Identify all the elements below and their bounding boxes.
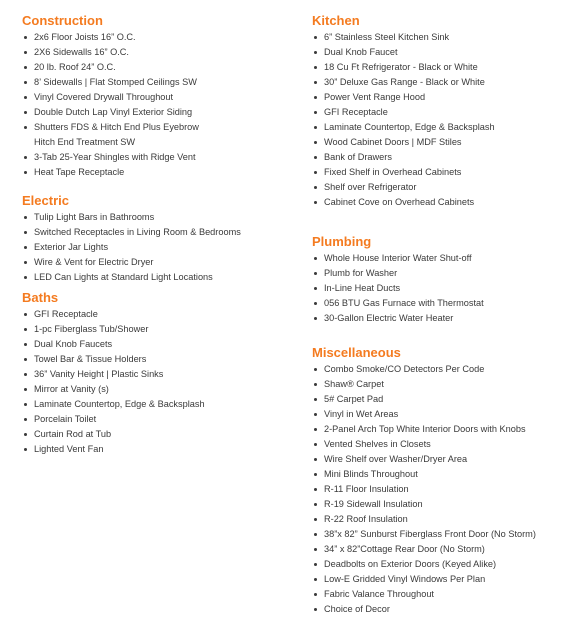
baths-list bbox=[22, 307, 205, 457]
list-item: 30-Gallon Electric Water Heater bbox=[312, 311, 484, 326]
list-item: Laminate Countertop, Edge & Backsplash bbox=[22, 397, 205, 412]
list-item: Fixed Shelf in Overhead Cabinets bbox=[312, 165, 495, 180]
kitchen-section bbox=[312, 13, 495, 210]
list-item: Towel Bar & Tissue Holders bbox=[22, 352, 205, 367]
list-item: Cabinet Cove on Overhead Cabinets bbox=[312, 195, 495, 210]
list-item: 6” Stainless Steel Kitchen Sink bbox=[312, 30, 495, 45]
list-item: 2x6 Floor Joists 16” O.C. bbox=[22, 30, 199, 45]
list-item: Power Vent Range Hood bbox=[312, 90, 495, 105]
list-item: Bank of Drawers bbox=[312, 150, 495, 165]
list-item: Tulip Light Bars in Bathrooms bbox=[22, 210, 241, 225]
list-item: Choice of Decor bbox=[312, 602, 536, 617]
list-item: Double Dutch Lap Vinyl Exterior Siding bbox=[22, 105, 199, 120]
list-item: In-Line Heat Ducts bbox=[312, 281, 484, 296]
list-item: Low-E Gridded Vinyl Windows Per Plan bbox=[312, 572, 536, 587]
list-item: 38”x 82” Sunburst Fiberglass Front Door (No Storm) bbox=[312, 527, 536, 542]
list-item: 34” x 82”Cottage Rear Door (No Storm) bbox=[312, 542, 536, 557]
list-item: 5# Carpet Pad bbox=[312, 392, 536, 407]
list-item-continuation: Hitch End Treatment SW bbox=[34, 137, 136, 147]
list-item: Mini Blinds Throughout bbox=[312, 467, 536, 482]
list-item: Wire Shelf over Washer/Dryer Area bbox=[312, 452, 536, 467]
miscellaneous-section bbox=[312, 345, 536, 617]
electric-list bbox=[22, 210, 241, 285]
electric-section bbox=[22, 193, 241, 285]
list-item: Switched Receptacles in Living Room & Bedrooms bbox=[22, 225, 241, 240]
list-item: Whole House Interior Water Shut-off bbox=[312, 251, 484, 266]
list-item: Fabric Valance Throughout bbox=[312, 587, 536, 602]
list-item: Shaw® Carpet bbox=[312, 377, 536, 392]
list-item: Wood Cabinet Doors | MDF Stiles bbox=[312, 135, 495, 150]
list-item: R-19 Sidewall Insulation bbox=[312, 497, 536, 512]
list-item: 056 BTU Gas Furnace with Thermostat bbox=[312, 296, 484, 311]
list-item: 36” Vanity Height | Plastic Sinks bbox=[22, 367, 205, 382]
list-item: Exterior Jar Lights bbox=[22, 240, 241, 255]
list-item: Dual Knob Faucet bbox=[312, 45, 495, 60]
list-item: Wire & Vent for Electric Dryer bbox=[22, 255, 241, 270]
plumbing-heading: Plumbing bbox=[312, 234, 372, 249]
list-item: Vented Shelves in Closets bbox=[312, 437, 536, 452]
miscellaneous-heading: Miscellaneous bbox=[312, 345, 401, 360]
list-item: Plumb for Washer bbox=[312, 266, 484, 281]
plumbing-section bbox=[312, 234, 484, 326]
list-item: LED Can Lights at Standard Light Locations bbox=[22, 270, 241, 285]
list-item: R-11 Floor Insulation bbox=[312, 482, 536, 497]
list-item: 30” Deluxe Gas Range - Black or White bbox=[312, 75, 495, 90]
list-item: Shelf over Refrigerator bbox=[312, 180, 495, 195]
list-item: Porcelain Toilet bbox=[22, 412, 205, 427]
list-item: 8’ Sidewalls | Flat Stomped Ceilings SW bbox=[22, 75, 199, 90]
list-item: Dual Knob Faucets bbox=[22, 337, 205, 352]
list-item: GFI Receptacle bbox=[312, 105, 495, 120]
list-item: Combo Smoke/CO Detectors Per Code bbox=[312, 362, 536, 377]
list-item: Deadbolts on Exterior Doors (Keyed Alike) bbox=[312, 557, 536, 572]
list-item: 2X6 Sidewalls 16” O.C. bbox=[22, 45, 199, 60]
list-item: Laminate Countertop, Edge & Backsplash bbox=[312, 120, 495, 135]
electric-heading: Electric bbox=[22, 193, 69, 208]
kitchen-list bbox=[312, 30, 495, 210]
list-item: GFI Receptacle bbox=[22, 307, 205, 322]
list-item: Curtain Rod at Tub bbox=[22, 427, 205, 442]
list-item: 2-Panel Arch Top White Interior Doors with Knobs bbox=[312, 422, 536, 437]
list-item: Heat Tape Receptacle bbox=[22, 165, 199, 180]
list-item: Lighted Vent Fan bbox=[22, 442, 205, 457]
list-item: 3-Tab 25-Year Shingles with Ridge Vent bbox=[22, 150, 199, 165]
list-item: Vinyl Covered Drywall Throughout bbox=[22, 90, 199, 105]
list-item: 18 Cu Ft Refrigerator - Black or White bbox=[312, 60, 495, 75]
plumbing-list bbox=[312, 251, 484, 326]
miscellaneous-list bbox=[312, 362, 536, 617]
construction-heading: Construction bbox=[22, 13, 103, 28]
construction-section bbox=[22, 13, 199, 180]
construction-list bbox=[22, 30, 199, 180]
list-item: 1-pc Fiberglass Tub/Shower bbox=[22, 322, 205, 337]
list-item: Vinyl in Wet Areas bbox=[312, 407, 536, 422]
baths-heading: Baths bbox=[22, 290, 59, 305]
list-item: R-22 Roof Insulation bbox=[312, 512, 536, 527]
list-item: Mirror at Vanity (s) bbox=[22, 382, 205, 397]
baths-section bbox=[22, 290, 205, 457]
list-item: Shutters FDS & Hitch End Plus Eyebrow bbox=[22, 120, 199, 135]
list-item: 20 lb. Roof 24” O.C. bbox=[22, 60, 199, 75]
kitchen-heading: Kitchen bbox=[312, 13, 360, 28]
